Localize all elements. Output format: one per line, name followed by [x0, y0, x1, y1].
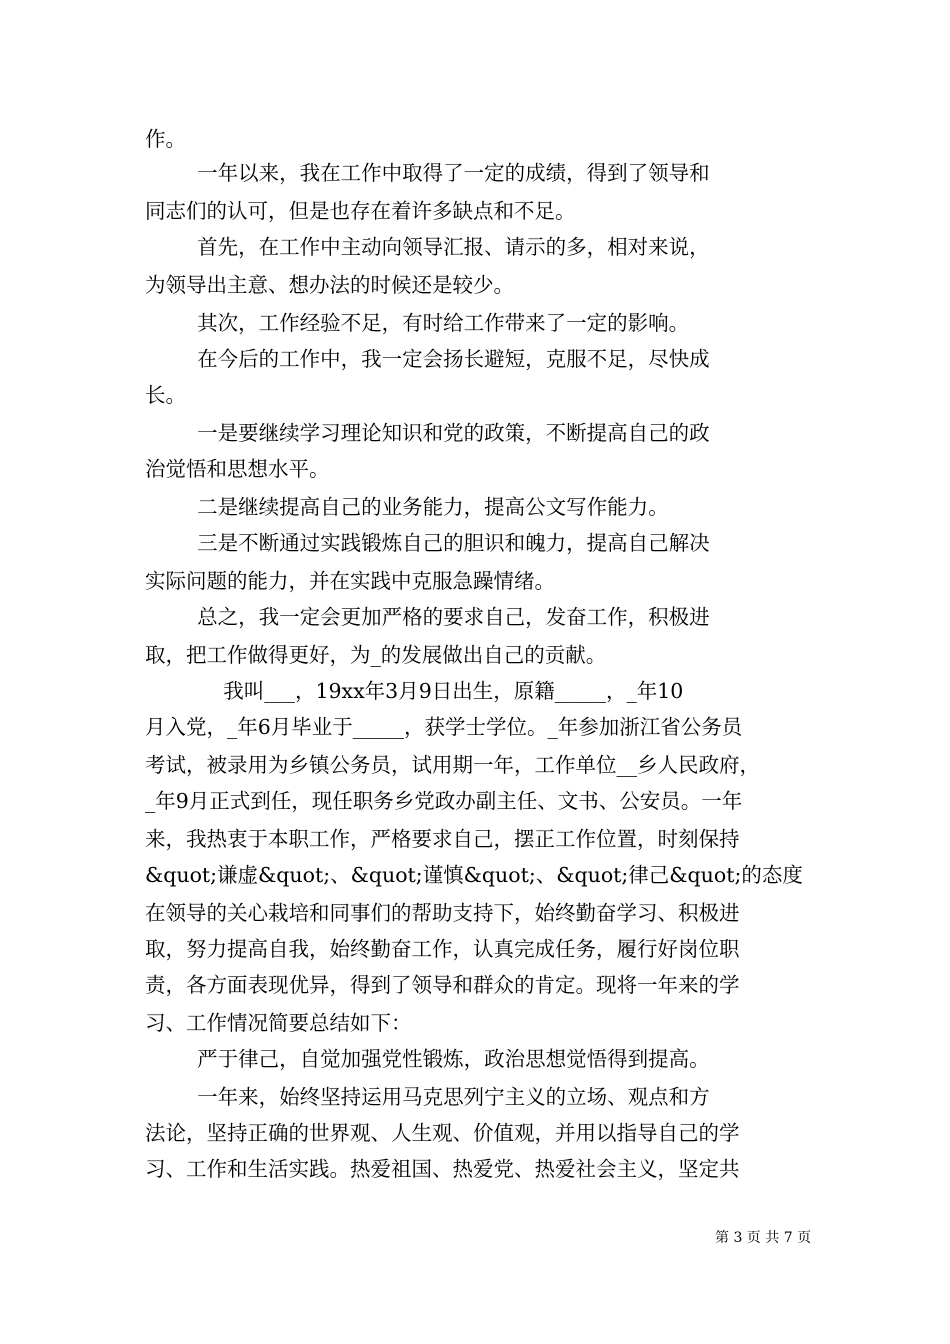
text-line: &quot;谦虚&quot;、&quot;谨慎&quot;、&quot;律己&quot;的态度	[145, 863, 803, 887]
text-line: 长。	[145, 383, 186, 407]
text-line: _年9月正式到任，现任职务乡党政办副主任、文书、公安员。一年	[145, 789, 743, 813]
text-line: 一年来，始终坚持运用马克思列宁主义的立场、观点和方	[145, 1085, 710, 1109]
text-line: 作。	[145, 127, 186, 151]
text-line: 习、工作情况简要总结如下：	[145, 1011, 412, 1035]
text-line: 取，把工作做得更好，为_的发展做出自己的贡献。	[145, 643, 607, 667]
text-line: 取，努力提高自我，始终勤奋工作，认真完成任务，履行好岗位职	[145, 937, 740, 961]
text-line: 首先，在工作中主动向领导汇报、请示的多，相对来说，	[145, 235, 710, 259]
text-line: 责，各方面表现优异，得到了领导和群众的肯定。现将一年来的学	[145, 973, 740, 997]
page-number: 第 3 页 共 7 页	[715, 1230, 812, 1246]
text-line: 实际问题的能力，并在实践中克服急躁情绪。	[145, 569, 555, 593]
text-line: 二是继续提高自己的业务能力，提高公文写作能力。	[145, 495, 669, 519]
text-line: 法论，坚持正确的世界观、人生观、价值观，并用以指导自己的学	[145, 1121, 740, 1145]
text-line: 在领导的关心栽培和同事们的帮助支持下，始终勤奋学习、积极进	[145, 901, 740, 925]
text-line: 一是要继续学习理论知识和党的政策，不断提高自己的政	[145, 421, 710, 445]
text-line: 一年以来，我在工作中取得了一定的成绩，得到了领导和	[145, 161, 710, 185]
text-line: 我叫___，19xx年3月9日出生，原籍_____，_年10	[145, 679, 684, 703]
text-line: 习、工作和生活实践。热爱祖国、热爱党、热爱社会主义，坚定共	[145, 1157, 740, 1181]
text-line: 在今后的工作中，我一定会扬长避短，克服不足，尽快成	[145, 347, 710, 371]
text-line: 考试，被录用为乡镇公务员，试用期一年，工作单位__乡人民政府，	[145, 753, 760, 777]
text-line: 为领导出主意、想办法的时候还是较少。	[145, 273, 514, 297]
text-line: 总之，我一定会更加严格的要求自己，发奋工作，积极进	[145, 605, 710, 629]
text-line: 其次，工作经验不足，有时给工作带来了一定的影响。	[145, 311, 690, 335]
text-line: 来，我热衷于本职工作，严格要求自己，摆正工作位置，时刻保持	[145, 827, 740, 851]
text-line: 治觉悟和思想水平。	[145, 457, 330, 481]
text-line: 同志们的认可，但是也存在着许多缺点和不足。	[145, 199, 576, 223]
text-line: 月入党，_年6月毕业于_____，获学士学位。_年参加浙江省公务员	[145, 715, 743, 739]
text-line: 三是不断通过实践锻炼自己的胆识和魄力，提高自己解决	[145, 531, 710, 555]
text-line: 严于律己，自觉加强党性锻炼，政治思想觉悟得到提高。	[145, 1047, 710, 1071]
